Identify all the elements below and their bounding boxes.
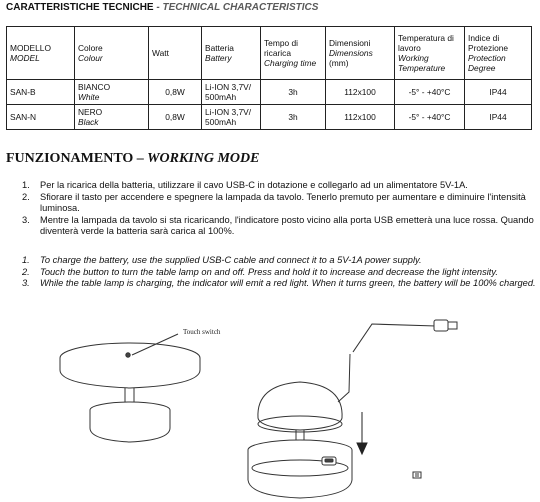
cell-watt: 0,8W: [149, 105, 202, 130]
section-heading: [6, 151, 259, 167]
cell-ip: IP44: [465, 105, 532, 130]
cell-watt: 0,8W: [149, 80, 202, 105]
page-title: [6, 2, 318, 13]
header-colour: Colore Colour: [75, 27, 149, 80]
usb-plug-icon: [413, 472, 421, 478]
section-title-italian: FUNZIONAMENTO: [6, 151, 134, 166]
list-item: 3. Mentre la lampada da tavolo si sta ricaricando, l'indicatore posto vicino alla porta USB emetterà una luce rossa. Quando diventerà verde la batteria sarà carica al 100%.: [22, 214, 534, 236]
header-dimensions: Dimensioni Dimensions (mm): [326, 27, 395, 80]
cell-battery: Li-ION 3,7V/ 500mAh: [202, 80, 261, 105]
lamp-shade-left: [60, 343, 200, 388]
section-dash: –: [133, 151, 148, 166]
cell-model: SAN-N: [7, 105, 75, 130]
section-title-english: WORKING MODE: [147, 151, 260, 166]
table-row: [7, 80, 532, 105]
header-working-temperature: Temperatura di lavoro Working Temperature: [395, 27, 465, 80]
list-item: 1. Per la ricarica della batteria, utilizzare il cavo USB-C in dotazione e collegarlo ad un alimentatore 5V-1A.: [22, 180, 468, 190]
header-battery: Batteria Battery: [202, 27, 261, 80]
header-charging-time: Tempo di ricarica Charging time: [261, 27, 326, 80]
lamp-shade-right: [258, 382, 342, 432]
touch-button-dot: [126, 353, 130, 357]
cell-dimensions: 112x100: [326, 80, 395, 105]
cell-charge: 3h: [261, 105, 326, 130]
instructions-italian: [22, 180, 538, 238]
lamp-base-left: [90, 402, 170, 442]
title-dash: -: [153, 2, 163, 13]
cell-colour: NERO Black: [75, 105, 149, 130]
insert-arrow: [357, 412, 367, 454]
list-item: 2. Sfiorare il tasto per accendere e spegnere la lampada da tavolo. Tenerlo premuto per aumentare e diminuire l'intensità luminosa.: [22, 191, 526, 213]
table-header-row: [7, 27, 532, 80]
header-protection-degree: Indice di Protezione Protection Degree: [465, 27, 532, 80]
list-item: 1. To charge the battery, use the supplied USB-C cable and connect it to a 5V-1A power supply.: [22, 255, 422, 265]
cell-temperature: -5° - +40°C: [395, 105, 465, 130]
usb-cable: [338, 320, 457, 402]
cell-charge: 3h: [261, 80, 326, 105]
header-watt: Watt: [149, 27, 202, 80]
usb-c-port: [322, 457, 336, 465]
lamp-illustration: [0, 300, 540, 502]
table-row: [7, 105, 532, 130]
cell-temperature: -5° - +40°C: [395, 80, 465, 105]
lamp-base-right: [248, 440, 352, 498]
instructions-english: [22, 255, 538, 290]
cell-dimensions: 112x100: [326, 105, 395, 130]
spec-table: [6, 26, 532, 130]
header-model: MODELLO MODEL: [7, 27, 75, 80]
cell-ip: IP44: [465, 80, 532, 105]
list-item: 2. Touch the button to turn the table lamp on and off. Press and hold it to increase and decrease the light intensity.: [22, 266, 498, 277]
cell-model: SAN-B: [7, 80, 75, 105]
cell-colour: BIANCO White: [75, 80, 149, 105]
title-english: TECHNICAL CHARACTERISTICS: [162, 2, 319, 13]
touch-switch-label: Touch switch: [183, 328, 221, 336]
cell-battery: Li-ION 3,7V/ 500mAh: [202, 105, 261, 130]
list-item: 3. While the table lamp is charging, the indicator will emit a red light. When it turns green, the battery will be 100% charged.: [22, 278, 536, 288]
title-italian: CARATTERISTICHE TECNICHE: [6, 2, 154, 13]
